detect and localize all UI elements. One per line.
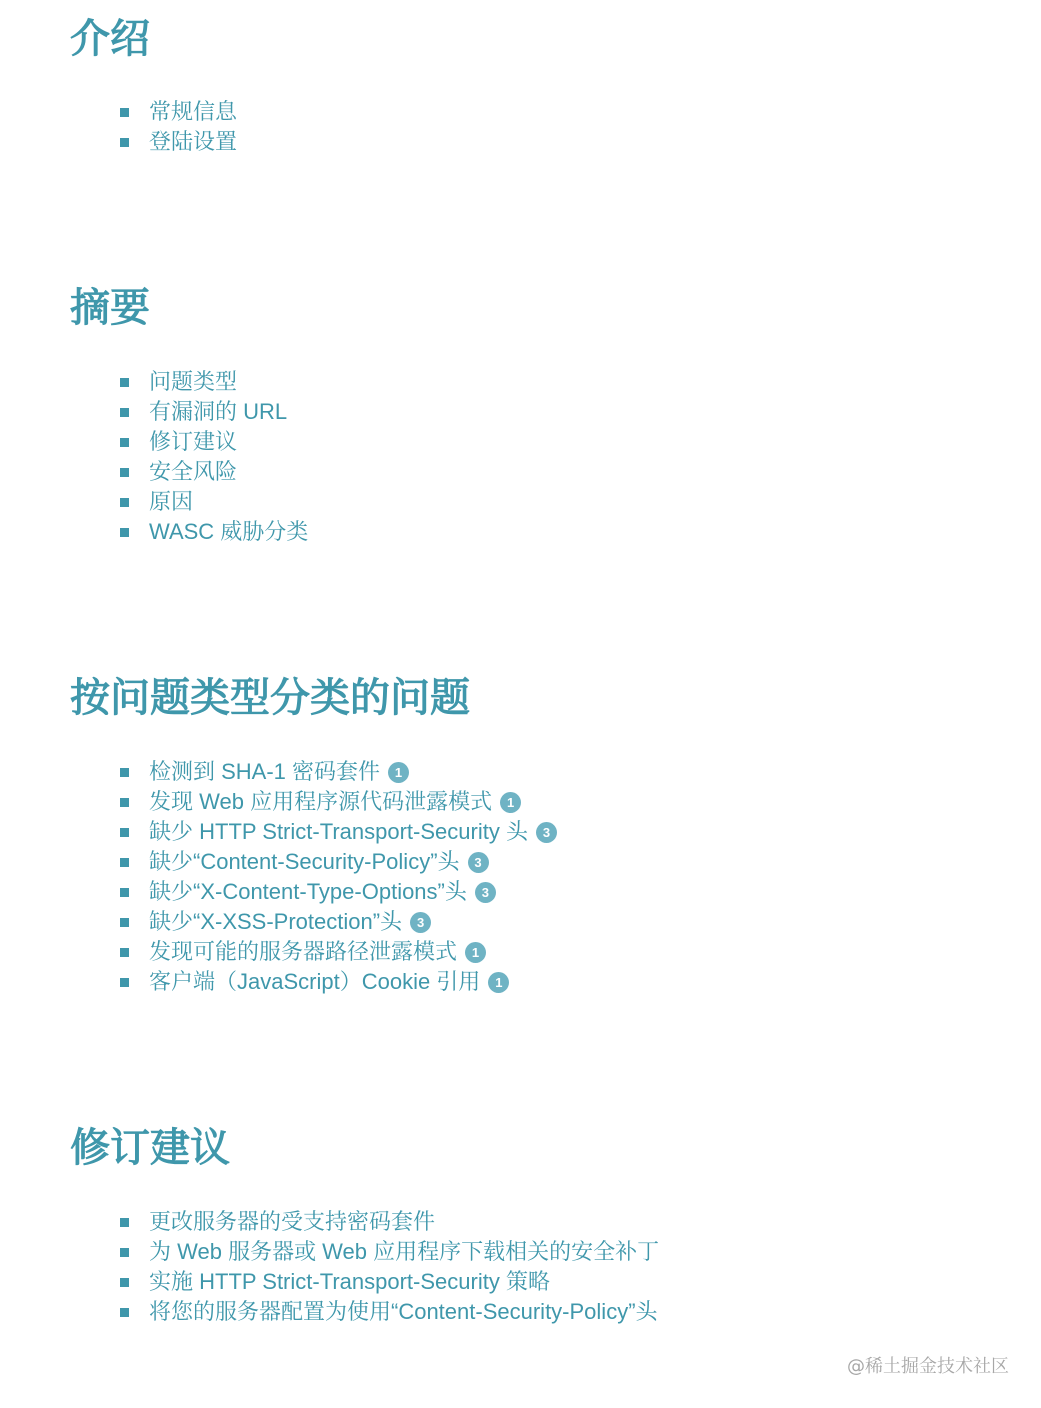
list-item[interactable] bbox=[120, 487, 308, 517]
list-item-label[interactable]: 客户端（JavaScript）Cookie 引用 bbox=[149, 969, 481, 994]
list-item[interactable] bbox=[120, 127, 237, 157]
list-item[interactable] bbox=[120, 1237, 659, 1267]
list-item[interactable] bbox=[120, 367, 308, 397]
list-item-label[interactable]: 有漏洞的 URL bbox=[149, 399, 288, 424]
count-badge: 3 bbox=[468, 852, 489, 873]
list-item[interactable] bbox=[120, 907, 557, 937]
list-item[interactable] bbox=[120, 817, 557, 847]
list-item-label[interactable]: WASC 威胁分类 bbox=[149, 519, 309, 544]
section-list bbox=[120, 367, 308, 547]
bullet-icon bbox=[120, 1278, 129, 1287]
bullet-icon bbox=[120, 768, 129, 777]
list-item-label[interactable]: 更改服务器的受支持密码套件 bbox=[149, 1209, 436, 1234]
bullet-icon bbox=[120, 528, 129, 537]
list-item-label[interactable]: 实施 HTTP Strict-Transport-Security 策略 bbox=[149, 1269, 550, 1294]
bullet-icon bbox=[120, 858, 129, 867]
section-title: 修订建议 bbox=[70, 1124, 230, 1171]
bullet-icon bbox=[120, 798, 129, 807]
list-item[interactable] bbox=[120, 517, 308, 547]
list-item-label[interactable]: 问题类型 bbox=[149, 369, 238, 394]
bullet-icon bbox=[120, 948, 129, 957]
section-list bbox=[120, 757, 557, 997]
watermark: @稀土掘金技术社区 bbox=[847, 1356, 1009, 1377]
list-item[interactable] bbox=[120, 787, 557, 817]
section-list bbox=[120, 1207, 659, 1327]
bullet-icon bbox=[120, 138, 129, 147]
count-badge: 3 bbox=[475, 882, 496, 903]
list-item-label[interactable]: 为 Web 服务器或 Web 应用程序下载相关的安全补丁 bbox=[149, 1239, 660, 1264]
list-item-label[interactable]: 缺少 HTTP Strict-Transport-Security 头 bbox=[149, 819, 528, 844]
bullet-icon bbox=[120, 828, 129, 837]
section-title: 介绍 bbox=[70, 15, 150, 62]
section-remediation bbox=[70, 1123, 660, 1324]
list-item[interactable] bbox=[120, 967, 557, 997]
list-item-label[interactable]: 发现 Web 应用程序源代码泄露模式 bbox=[149, 789, 493, 814]
bullet-icon bbox=[120, 1218, 129, 1227]
list-item[interactable] bbox=[120, 457, 308, 487]
list-item[interactable] bbox=[120, 1297, 659, 1327]
list-item[interactable] bbox=[120, 757, 557, 787]
section-summary bbox=[70, 283, 309, 544]
list-item-label[interactable]: 常规信息 bbox=[149, 99, 238, 124]
list-item-label[interactable]: 检测到 SHA-1 密码套件 bbox=[149, 759, 381, 784]
list-item-label[interactable]: 发现可能的服务器路径泄露模式 bbox=[149, 939, 458, 964]
list-item[interactable] bbox=[120, 397, 308, 427]
count-badge: 1 bbox=[500, 792, 521, 813]
list-item-label[interactable]: 原因 bbox=[149, 489, 194, 514]
section-intro bbox=[70, 14, 238, 154]
count-badge: 3 bbox=[410, 912, 431, 933]
bullet-icon bbox=[120, 378, 129, 387]
list-item-label[interactable]: 修订建议 bbox=[149, 429, 238, 454]
bullet-icon bbox=[120, 978, 129, 987]
bullet-icon bbox=[120, 468, 129, 477]
list-item[interactable] bbox=[120, 427, 308, 457]
count-badge: 1 bbox=[388, 762, 409, 783]
bullet-icon bbox=[120, 438, 129, 447]
count-badge: 1 bbox=[488, 972, 509, 993]
bullet-icon bbox=[120, 108, 129, 117]
section-title: 摘要 bbox=[70, 284, 150, 331]
bullet-icon bbox=[120, 1248, 129, 1257]
list-item-label[interactable]: 缺少“X-XSS-Protection”头 bbox=[149, 909, 403, 934]
list-item[interactable] bbox=[120, 1267, 659, 1297]
section-title: 按问题类型分类的问题 bbox=[70, 674, 470, 721]
list-item[interactable] bbox=[120, 877, 557, 907]
bullet-icon bbox=[120, 498, 129, 507]
bullet-icon bbox=[120, 918, 129, 927]
bullet-icon bbox=[120, 408, 129, 417]
list-item[interactable] bbox=[120, 847, 557, 877]
count-badge: 1 bbox=[465, 942, 486, 963]
list-item[interactable] bbox=[120, 1207, 659, 1237]
list-item-label[interactable]: 缺少“X-Content-Type-Options”头 bbox=[149, 879, 467, 904]
list-item[interactable] bbox=[120, 937, 557, 967]
section-list bbox=[120, 97, 237, 157]
list-item-label[interactable]: 登陆设置 bbox=[149, 129, 238, 154]
section-issues-by-type bbox=[70, 673, 551, 994]
list-item-label[interactable]: 缺少“Content-Security-Policy”头 bbox=[149, 849, 460, 874]
list-item-label[interactable]: 将您的服务器配置为使用“Content-Security-Policy”头 bbox=[149, 1299, 658, 1324]
bullet-icon bbox=[120, 1308, 129, 1317]
list-item[interactable] bbox=[120, 97, 237, 127]
count-badge: 3 bbox=[536, 822, 557, 843]
list-item-label[interactable]: 安全风险 bbox=[149, 459, 238, 484]
bullet-icon bbox=[120, 888, 129, 897]
